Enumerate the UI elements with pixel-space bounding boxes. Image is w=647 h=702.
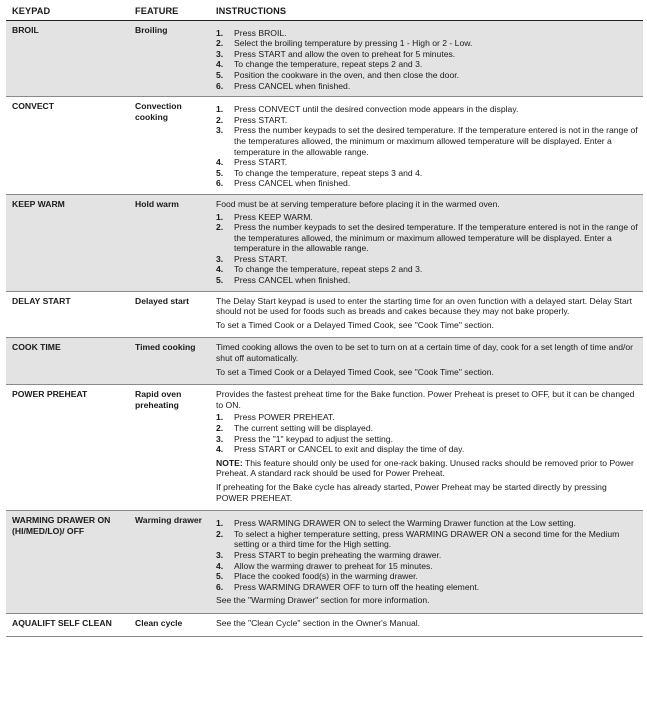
step: 3. Press START to begin preheating the warming drawer. bbox=[216, 549, 442, 560]
step: 4. To change the temperature, repeat steps 2 and 3. bbox=[216, 264, 423, 275]
keypad-cell: WARMING DRAWER ON (HI/MED/LO)/ OFF bbox=[6, 511, 129, 614]
step: 4. Press START. bbox=[216, 157, 288, 168]
keypad-table bbox=[6, 0, 643, 637]
reference-text: If preheating for the Bake cycle has already started, Power Preheat may be started directly by pressing POWER PREHEAT. bbox=[216, 481, 607, 503]
description-text: Timed cooking allows the oven to be set to turn on at a certain time of day, cook for a set length of time and/or shut off automatically. bbox=[216, 342, 634, 364]
intro-text: Food must be at serving temperature before placing it in the warmed oven. bbox=[216, 198, 500, 209]
steps-list bbox=[216, 212, 639, 286]
table-header-row bbox=[6, 0, 643, 20]
row-broil bbox=[6, 20, 643, 97]
instructions-cell bbox=[210, 385, 643, 511]
steps-list bbox=[216, 412, 639, 454]
keypad-cell: KEEP WARM bbox=[6, 194, 129, 291]
row-power-preheat bbox=[6, 385, 643, 511]
step: 2. Press the number keypads to set the desired temperature. If the temperature entered is not in the range of the temperatures allowed, the minimum or maximum allowed temperature will be displayed. Enter a temperature in the allowable range. bbox=[216, 222, 638, 254]
step: 1. Press CONVECT until the desired convection mode appears in the display. bbox=[216, 104, 519, 115]
row-keep-warm bbox=[6, 194, 643, 291]
row-delay-start bbox=[6, 291, 643, 338]
instructions-cell bbox=[210, 20, 643, 97]
row-cook-time bbox=[6, 338, 643, 385]
keypad-cell: DELAY START bbox=[6, 291, 129, 338]
row-warming-drawer bbox=[6, 511, 643, 614]
instructions-cell bbox=[210, 97, 643, 195]
keypad-cell: CONVECT bbox=[6, 97, 129, 195]
instructions-cell bbox=[210, 291, 643, 338]
step: 4. Press START or CANCEL to exit and display the time of day. bbox=[216, 444, 465, 455]
instructions-cell bbox=[210, 338, 643, 385]
step: 2. Press START. bbox=[216, 114, 288, 125]
step: 5. Press CANCEL when finished. bbox=[216, 275, 351, 286]
row-convect bbox=[6, 97, 643, 195]
row-aqualift-self-clean bbox=[6, 613, 643, 636]
feature-cell: Convection cooking bbox=[129, 97, 210, 195]
instructions-cell bbox=[210, 613, 643, 636]
feature-cell: Warming drawer bbox=[129, 511, 210, 614]
step: 1. Press WARMING DRAWER ON to select the Warming Drawer function at the Low setting. bbox=[216, 518, 576, 529]
feature-cell: Delayed start bbox=[129, 291, 210, 338]
note-label: NOTE: bbox=[216, 457, 243, 468]
step: 1. Press POWER PREHEAT. bbox=[216, 412, 335, 423]
step: 4. To change the temperature, repeat steps 2 and 3. bbox=[216, 59, 423, 70]
reference-text: To set a Timed Cook or a Delayed Timed Cook, see "Cook Time" section. bbox=[216, 319, 494, 330]
reference-text: See the "Warming Drawer" section for more information. bbox=[216, 595, 430, 606]
step: 2. Select the broiling temperature by pressing 1 - High or 2 - Low. bbox=[216, 38, 473, 49]
step: 3. Press the "1" keypad to adjust the setting. bbox=[216, 433, 393, 444]
header-instructions: INSTRUCTIONS bbox=[210, 0, 643, 20]
step: 2. The current setting will be displayed. bbox=[216, 423, 374, 433]
header-keypad: KEYPAD bbox=[6, 0, 129, 20]
feature-cell: Timed cooking bbox=[129, 338, 210, 385]
step: 5. Place the cooked food(s) in the warming drawer. bbox=[216, 571, 418, 582]
step: 6. Press CANCEL when finished. bbox=[216, 80, 351, 91]
steps-list bbox=[216, 104, 639, 189]
header-feature: FEATURE bbox=[129, 0, 210, 20]
step: 6. Press WARMING DRAWER OFF to turn off the heating element. bbox=[216, 581, 480, 592]
intro-text: Provides the fastest preheat time for the Bake function. Power Preheat is preset to OFF, but it can be changed to ON. bbox=[216, 389, 635, 410]
step: 6. Press CANCEL when finished. bbox=[216, 178, 351, 189]
step: 5. Position the cookware in the oven, and then close the door. bbox=[216, 69, 460, 80]
steps-list bbox=[216, 28, 639, 92]
note-text: NOTE: This feature should only be used for one-rack baking. Unused racks should be removed prior to Power Preheat. A standard rack should be used for Power Preheat. bbox=[216, 457, 634, 479]
feature-cell: Rapid oven preheating bbox=[129, 385, 210, 511]
description-text: See the "Clean Cycle" section in the Owner's Manual. bbox=[216, 617, 421, 628]
keypad-cell: AQUALIFT SELF CLEAN bbox=[6, 613, 129, 636]
instructions-cell bbox=[210, 511, 643, 614]
step: 1. Press KEEP WARM. bbox=[216, 211, 313, 222]
description-text: The Delay Start keypad is used to enter the starting time for an oven function with a delayed start. Delay Start should not be used for foods such as breads and cakes because they may not bake properly. bbox=[216, 295, 633, 317]
keypad-instructions-page bbox=[6, 0, 643, 637]
step: 4. Allow the warming drawer to preheat for 15 minutes. bbox=[216, 560, 433, 571]
step: 3. Press START and allow the oven to preheat for 5 minutes. bbox=[216, 48, 456, 59]
steps-list bbox=[216, 518, 639, 592]
step: 3. Press START. bbox=[216, 253, 288, 264]
keypad-cell: COOK TIME bbox=[6, 338, 129, 385]
step: 1. Press BROIL. bbox=[216, 27, 287, 38]
step: 5. To change the temperature, repeat steps 3 and 4. bbox=[216, 167, 423, 178]
keypad-cell: POWER PREHEAT bbox=[6, 385, 129, 511]
feature-cell: Broiling bbox=[129, 20, 210, 97]
feature-cell: Clean cycle bbox=[129, 613, 210, 636]
reference-text: To set a Timed Cook or a Delayed Timed Cook, see "Cook Time" section. bbox=[216, 366, 494, 377]
step: 3. Press the number keypads to set the desired temperature. If the temperature entered is not in the range of the temperatures allowed, the minimum or maximum allowed temperature will be displayed. Enter a temperature in the allowable range. bbox=[216, 125, 638, 157]
instructions-cell bbox=[210, 194, 643, 291]
step: 2. To select a higher temperature setting, press WARMING DRAWER ON a second time for the Medium setting or a third time for the High setting. bbox=[216, 528, 620, 550]
feature-cell: Hold warm bbox=[129, 194, 210, 291]
keypad-cell: BROIL bbox=[6, 20, 129, 97]
